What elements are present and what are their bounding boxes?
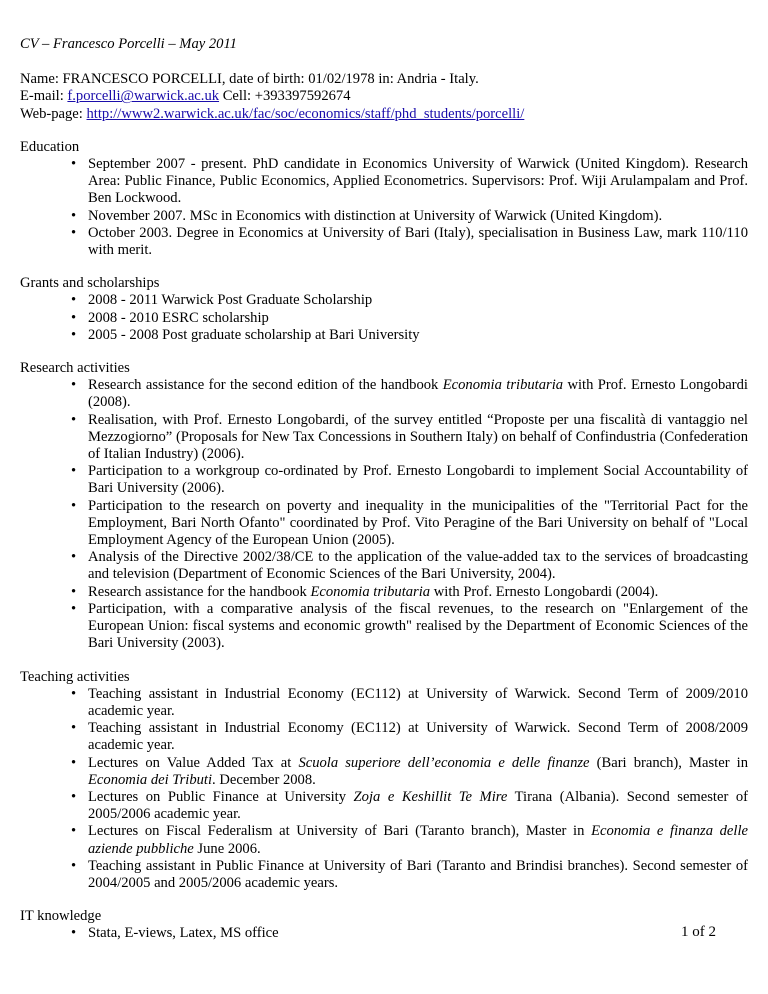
bullet-icon: •: [71, 497, 77, 514]
bullet-icon: •: [71, 463, 77, 480]
teaching-section: [20, 669, 748, 893]
bullet-icon: •: [71, 207, 77, 224]
list-item: • October 2003. Degree in Economics at University of Bari (Italy), specialisation in Business Law, mark 110/110 with merit.: [71, 224, 748, 259]
bullet-icon: •: [71, 326, 77, 343]
list-item: • Research assistance for the second edition of the handbook Economia tributaria with Prof. Ernesto Longobardi (2008).: [71, 377, 748, 411]
page-number: 1 of 2: [681, 924, 716, 940]
name-line: Name: FRANCESCO PORCELLI, date of birth: 01/02/1978 in: Andria - Italy.: [20, 71, 479, 88]
section-title-it: IT knowledge: [20, 908, 102, 925]
bullet-icon: •: [71, 754, 77, 771]
list-item: • Teaching assistant in Industrial Economy (EC112) at University of Warwick. Second Term of 2009/2010 academic year.: [71, 685, 748, 719]
bullet-icon: •: [71, 600, 77, 617]
section-title-teaching: Teaching activities: [20, 668, 130, 685]
list-item: • Lectures on Fiscal Federalism at University of Bari (Taranto branch), Master in Economia e finanza delle aziende pubbliche June 2006.: [71, 823, 748, 857]
web-line: [20, 106, 748, 123]
list-item: • September 2007 - present. PhD candidate in Economics University of Warwick (United Kingdom). Research Area: Public Finance, Public Economics, Applied Econometrics. Supervisors: Prof. Wiji Arulampalam and Prof. Ben Lockwood.: [71, 156, 748, 207]
web-label: Web-page:: [20, 105, 87, 122]
list-item: • Lectures on Public Finance at University Zoja e Keshillit Te Mire Tirana (Albania). Second semester of 2005/2006 academic year.: [71, 788, 748, 823]
bullet-icon: •: [71, 823, 77, 840]
bullet-icon: •: [71, 292, 77, 309]
list-item: • Lectures on Value Added Tax at Scuola superiore dell’economia e delle finanze (Bari branch), Master in Economia dei Tributi. December 2008.: [71, 754, 749, 788]
section-title-education: Education: [20, 138, 80, 155]
cv-page: [20, 36, 748, 943]
list-item: • Stata, E-views, Latex, MS office: [71, 925, 279, 942]
list-item: • Research assistance for the handbook Economia tributaria with Prof. Ernesto Longobardi (2004).: [71, 583, 659, 600]
section-title-grants: Grants and scholarships: [20, 275, 160, 292]
list-item: • 2008 - 2010 ESRC scholarship: [71, 309, 269, 326]
list-item: • Teaching assistant in Public Finance at University of Bari (Taranto and Brindisi branches). Second semester of 2004/2005 and 2005/2006 academic years.: [71, 857, 748, 891]
email-label: E-mail:: [20, 88, 68, 105]
bullet-icon: •: [71, 857, 77, 874]
research-section: [20, 360, 748, 652]
bullet-icon: •: [71, 411, 77, 428]
list-item: • Participation, with a comparative analysis of the fiscal revenues, to the research on "Enlargement of the European Union: fiscal systems and economic growth" realised by the Department of Economic Sciences of the Bari University (2003).: [71, 600, 748, 652]
bullet-icon: •: [71, 720, 77, 737]
bullet-icon: •: [71, 377, 77, 394]
section-title-research: Research activities: [20, 360, 130, 377]
list-item: • Participation to the research on poverty and inequality in the municipalities of the "Territorial Pact for the Employment, Bari North Ofanto" coordinated by Prof. Vito Peragine of the Bari University on behalf of "Local Employment Agency of the European Union (2005).: [71, 497, 748, 549]
web-link[interactable]: http://www2.warwick.ac.uk/fac/soc/economics/staff/phd_students/porcelli/: [86, 105, 525, 122]
cell-number: Cell: +393397592674: [219, 88, 351, 105]
bullet-icon: •: [71, 224, 77, 241]
email-link[interactable]: f.porcelli@warwick.ac.uk: [67, 88, 220, 105]
bullet-icon: •: [71, 309, 77, 326]
list-item: • Participation to a workgroup co-ordinated by Prof. Ernesto Longobardi to implement Social Accountability of Bari University (2006).: [71, 463, 748, 497]
grants-section: [20, 275, 748, 344]
email-line: [20, 88, 748, 105]
bullet-icon: •: [71, 788, 77, 805]
document-header: CV – Francesco Porcelli – May 2011: [20, 36, 237, 52]
list-item: • November 2007. MSc in Economics with distinction at University of Warwick (United Kingdom).: [71, 207, 663, 224]
it-section: [20, 908, 748, 942]
education-section: [20, 139, 748, 259]
bullet-icon: •: [71, 549, 77, 566]
list-item: • Teaching assistant in Industrial Economy (EC112) at University of Warwick. Second Term of 2008/2009 academic year.: [71, 720, 748, 754]
bullet-icon: •: [71, 925, 77, 942]
bullet-icon: •: [71, 583, 77, 600]
list-item: • Analysis of the Directive 2002/38/CE to the application of the value-added tax to the services of broadcasting and television (Department of Economic Sciences of the Bari University, 2004).: [71, 549, 748, 583]
list-item: • 2008 - 2011 Warwick Post Graduate Scholarship: [71, 292, 373, 309]
list-item: • Realisation, with Prof. Ernesto Longobardi, of the survey entitled “Proposte per una fiscalità di vantaggio nel Mezzogiorno” (Proposals for New Tax Concessions in Southern Italy) on behalf of Confindustria (Confederation of Italian Industry) (2006).: [71, 411, 748, 463]
list-item: • 2005 - 2008 Post graduate scholarship at Bari University: [71, 326, 420, 343]
bullet-icon: •: [71, 685, 77, 702]
bullet-icon: •: [71, 156, 77, 173]
